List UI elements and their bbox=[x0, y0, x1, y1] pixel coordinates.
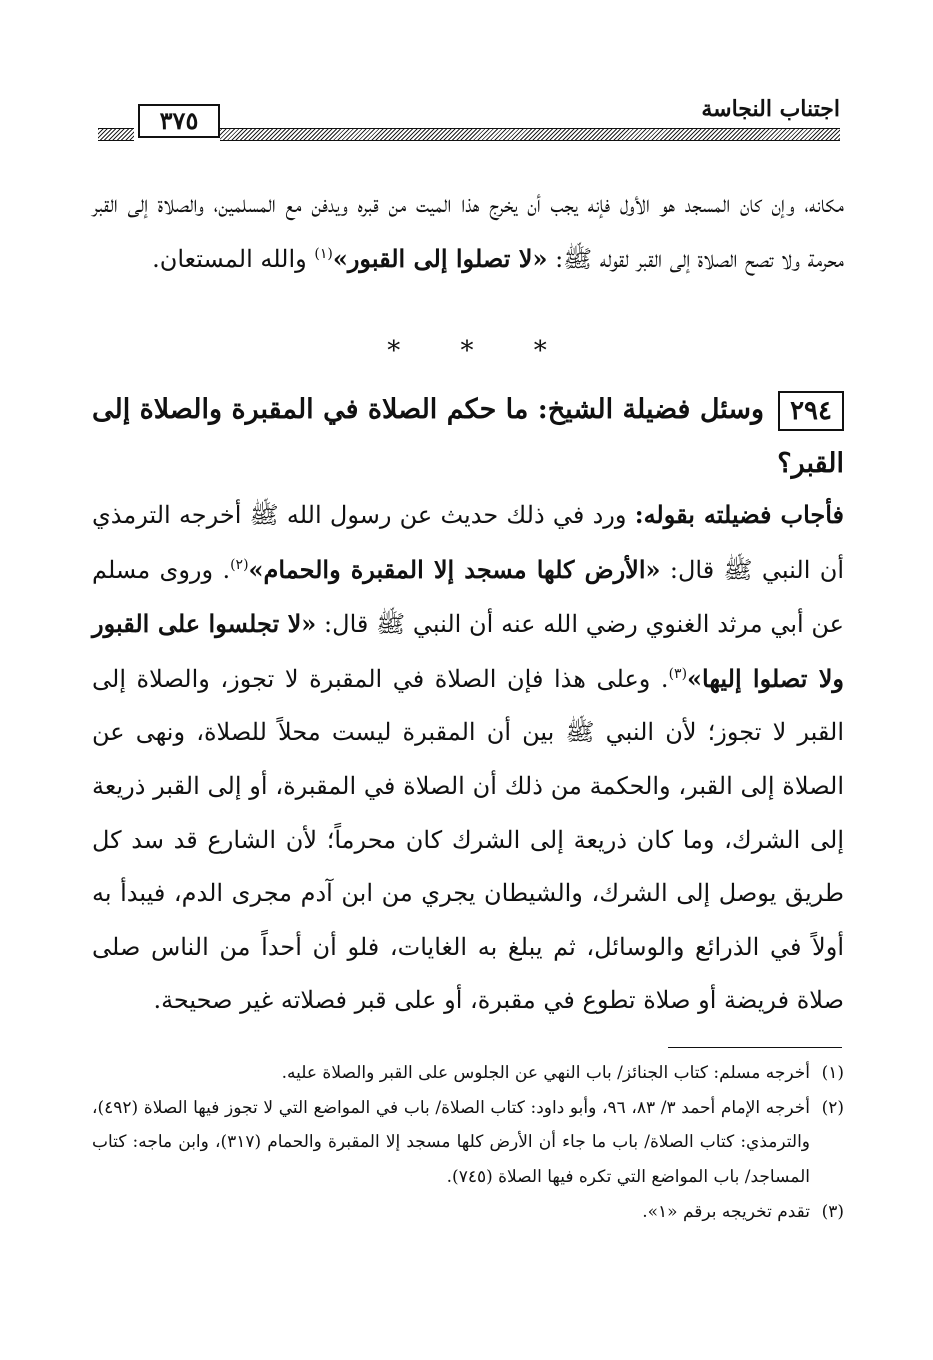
footnote-text: أخرجه مسلم: كتاب الجنائز/ باب النهي عن الجلوس على القبر والصلاة عليه. bbox=[281, 1063, 810, 1083]
intro-ending: والله المستعان. bbox=[152, 244, 315, 273]
footnote-text: تقدم تخريجه برقم «١». bbox=[642, 1201, 810, 1222]
answer-text: . وروى مسلم عن أبي مرثد الغنوي رضي الله عنه أن النبي ﷺ قال: bbox=[92, 555, 845, 639]
intro-paragraph bbox=[92, 178, 844, 286]
answer-paragraph bbox=[92, 488, 844, 1028]
question-text: وسئل فضيلة الشيخ: ما حكم الصلاة في المقبرة والصلاة إلى القبر؟ bbox=[92, 394, 844, 479]
footnote-number: (٢) bbox=[821, 1097, 845, 1118]
page-header bbox=[98, 96, 840, 148]
intro-text: مكانه، وإن كان المسجد هو الأول فإنه يجب أن يخرج هذا الميت من قبره ويدفن مع المسلمين، والصلاة إلى القبر محرمة ولا تصح الصلاة إلى القبر لقوله ﷺ: bbox=[92, 190, 844, 273]
answer-text: ورد في ذلك حديث عن رسول الله ﷺ أخرجه الترمذي أن النبي ﷺ قال: bbox=[92, 501, 845, 584]
question-number: ٢٩٤ bbox=[778, 391, 844, 431]
answer-lead: فأجاب فضيلته بقوله: bbox=[634, 500, 844, 529]
hadith-quote: «لا تجلسوا على القبور ولا تصلوا إليها» bbox=[92, 609, 844, 693]
footnote-text: أخرجه الإمام أحمد ٣/ ٨٣، ٩٦، وأبو داود: كتاب الصلاة/ باب في المواضع التي لا تجوز فيها الصلاة (٤٩٢)، والترمذي: كتاب الصلاة/ باب ما جاء أن الأرض كلها مسجد إلا المقبرة والحمام (٣١٧)، وابن ماجه: كتاب المساجد/ باب المواضع التي تكره فيها الصلاة (٧٤٥). bbox=[92, 1097, 811, 1188]
question-block bbox=[92, 383, 844, 490]
footnote-ref: (٢) bbox=[230, 556, 249, 573]
footnote-ref: (١) bbox=[314, 245, 333, 262]
footnote-ref: (٣) bbox=[668, 665, 688, 682]
footnotes bbox=[92, 1056, 844, 1230]
footnote bbox=[92, 1091, 844, 1195]
hadith-quote: «الأرض كلها مسجد إلا المقبرة والحمام» bbox=[248, 554, 661, 584]
footnote-number: (٣) bbox=[821, 1201, 844, 1222]
hadith-quote: «لا تصلوا إلى القبور» bbox=[332, 243, 548, 273]
footnote-divider bbox=[668, 1047, 842, 1048]
answer-text: . وعلى هذا فإن الصلاة في المقبرة لا تجوز، والصلاة إلى القبر لا تجوز؛ لأن النبي ﷺ بين أن المقبرة ليست محلاً للصلاة، ونهى عن الصلاة إلى القبر، والحكمة من ذلك أن الصلاة في المقبرة، أو إلى القبر ذريعة إلى الشرك، وما كان ذريعة إلى الشرك كان محرماً؛ لأن الشارع قد سد كل طريق يوصل إلى الشرك، والشيطان يجري من ابن آدم مجرى الدم، فيبدأ به أولاً في الذرائع والوسائل، ثم يبلغ به الغايات، فلو أن أحداً من الناس صلى صلاة فريضة أو صلاة تطوع في مقبرة، أو على قبر فصلاته غير صحيحة. bbox=[92, 664, 844, 1015]
footnote bbox=[92, 1195, 844, 1230]
footnote-number: (١) bbox=[821, 1063, 844, 1083]
section-separator: * * * bbox=[387, 336, 573, 366]
footnote bbox=[92, 1056, 844, 1091]
page-number: ٣٧٥ bbox=[138, 104, 220, 138]
running-title: اجتناب النجاسة bbox=[701, 96, 840, 122]
